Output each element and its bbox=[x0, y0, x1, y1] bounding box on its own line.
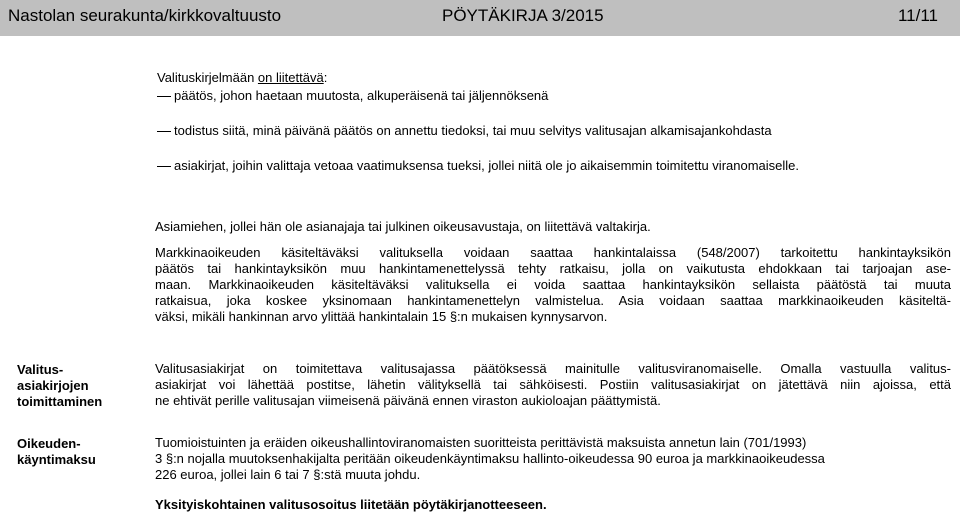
dash-bullet bbox=[157, 131, 171, 132]
attachments-link[interactable]: on liitettävä bbox=[257, 70, 324, 85]
delivery-heading: Valitus- asiakirjojen toimittaminen bbox=[17, 362, 103, 409]
delivery-paragraph: Valitusasiakirjat on toimitettava valitusajassa päätöksessä mainitulle valitusviranomaiselle. Omalla vastuulla valitus- asiakirjat voi lähettää postitse, lähetin välityksellä tai sähköisesti. Postiin valitusasiakirjat on jätettävä niin ajoissa, että ne ehtivät perille valitusajan viimeisenä päivänä ennen viraston aukioloajan päättymistä. bbox=[155, 361, 951, 408]
fees-heading: Oikeuden- käyntimaksu bbox=[17, 436, 96, 467]
fees-paragraph: Tuomioistuinten ja eräiden oikeushallintoviranomaisten suoritteista perittävistä maksuista annetun lain (701/1993) 3 §:n nojalla muutoksenhakijalta peritään oikeudenkäyntimaksu hallinto-oikeudessa 90 euroa ja markkinaoikeudessa 226 euroa, jollei lain 6 tai 7 §:stä muuta johdu. bbox=[155, 435, 825, 482]
page-header bbox=[0, 0, 960, 36]
organization-title: Nastolan seurakunta/kirkkovaltuusto bbox=[8, 6, 282, 25]
dash-bullet bbox=[157, 166, 171, 167]
attorney-note: Asiamiehen, jollei hän ole asianajaja tai julkinen oikeusavustaja, on liitettävä valtakirja. bbox=[155, 219, 651, 234]
document-title: PÖYTÄKIRJA 3/2015 bbox=[442, 6, 604, 25]
dash-bullet bbox=[157, 96, 171, 97]
footer-note: Yksityiskohtainen valitusosoitus liitetään pöytäkirjanotteeseen. bbox=[155, 497, 547, 512]
page-number: 11/11 bbox=[897, 6, 938, 25]
attachments-intro: Valituskirjelmään on liitettävä: bbox=[157, 70, 328, 85]
market-court-paragraph: Markkinaoikeuden käsiteltäväksi valituksella voidaan saattaa hankintalaissa (548/2007) tarkoitettu hankintayksikön päätös tai hankintayksikön muu hankintamenettelyssä tehty ratkaisu, jolla on vaikutusta ehdokkaan tai tarjoajan ase- maan. Markkinaoikeuden käsiteltäväksi valituksella ei voida saattaa hankintayksikön sellaista päätöstä tai muuta ratkaisua, joka koskee yksinomaan hankintamenettelyn valmistelua. Asia voidaan saattaa markkinaoikeuden käsiteltä- väksi, mikäli hankinnan arvo ylittää hankintalain 15 §:n mukaisen kynnysarvon. bbox=[155, 245, 951, 324]
